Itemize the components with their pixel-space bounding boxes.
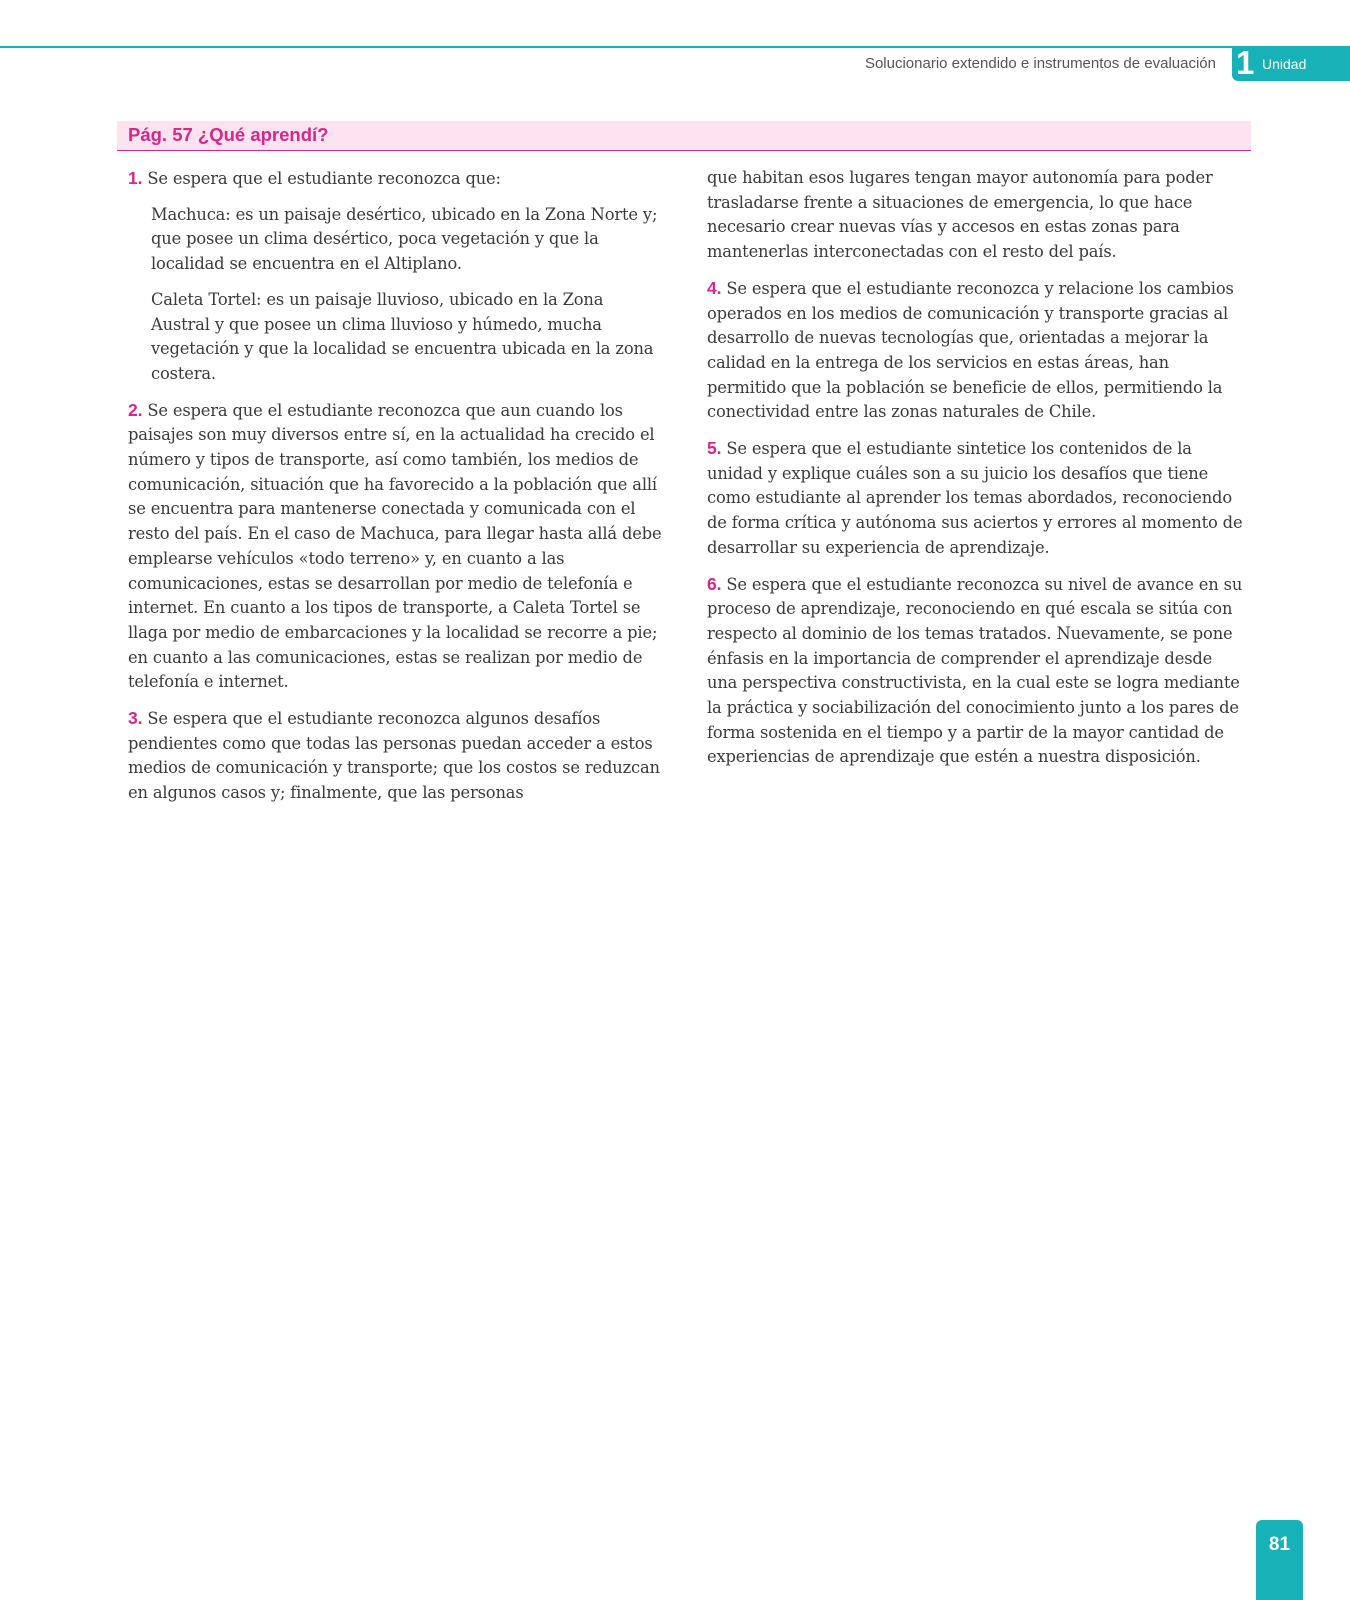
answer-text: Se espera que el estudiante reconozca algunos desafíos pendientes como que todas las personas puedan acceder a estos medios de comunicación y transporte; que los costos se reduzcan en algunos casos y; finalmente, que las personas [128, 709, 660, 803]
left-column [128, 166, 668, 817]
answer-text: Se espera que el estudiante reconozca y relacione los cambios operados en los medios de comunicación y transporte gracias al desarrollo de nuevas tecnologías que, orientadas a mejorar la calidad en la entrega de los servicios en estas áreas, han permitido que la población se beneficie de ellos, permitiendo la conectividad entre las zonas naturales de Chile. [707, 278, 1234, 422]
answer-number: 6. [707, 573, 722, 594]
answer-number: 5. [707, 438, 722, 459]
right-column [707, 166, 1247, 781]
unit-label: Unidad [1262, 56, 1307, 72]
section-header [117, 121, 1251, 151]
header-rule [0, 46, 1350, 48]
answer-number: 3. [128, 708, 143, 729]
answer-4 [707, 276, 1247, 425]
answer-3 [128, 706, 668, 806]
answer-text: Se espera que el estudiante reconozca que: [147, 169, 501, 188]
answer-number: 2. [128, 399, 143, 420]
answer-number: 1. [128, 168, 143, 188]
answer-text: Se espera que el estudiante reconozca su nivel de avance en su proceso de aprendizaje, reconociendo en qué escala se sitúa con respecto al dominio de los temas tratados. Nuevamente, se pone énfasis en la importancia de comprender el aprendizaje desde una perspectiva constructivista, en la cual este se logra mediante la práctica y sociabilización del conocimiento junto a los pares de forma sostenida en el tiempo y a partir de la mayor cantidad de experiencias de aprendizaje que estén a nuestra disposición. [707, 574, 1243, 767]
section-title: Pág. 57 ¿Qué aprendí? [128, 124, 329, 145]
answer-1-caleta-tortel: Caleta Tortel: es un paisaje lluvioso, ubicado en la Zona Austral y que posee un clima lluvioso y húmedo, mucha vegetación y que la localidad se encuentra ubicada en la zona costera. [151, 289, 654, 383]
answer-text: Se espera que el estudiante reconozca que aun cuando los paisajes son muy diversos entre sí, en la actualidad ha crecido el número y tipos de transporte, así como también, los medios de comunicación, situación que ha favorecido a la población que allí se encuentra para mantenerse conectada y comunicada con el resto del país. En el caso de Machuca, para llegar hasta allá debe emplearse vehículos «todo terreno» y, en cuanto a las comunicaciones, estas se desarrollan por medio de telefonía e internet. En cuanto a los tipos de transporte, a Caleta Tortel se llaga por medio de embarcaciones y la localidad se recorre a pie; en cuanto a las comunicaciones, estas se realizan por medio de telefonía e internet. [128, 400, 662, 692]
answer-2 [128, 398, 668, 695]
answer-text: Se espera que el estudiante sintetice los contenidos de la unidad y explique cuáles son a su juicio los desafíos que tiene como estudiante al aprender los temas abordados, reconociendo de forma crítica y autónoma sus aciertos y errores al momento de desarrollar su experiencia de aprendizaje. [707, 439, 1243, 557]
answer-number: 4. [707, 277, 722, 298]
answer-3-continuation: que habitan esos lugares tengan mayor autonomía para poder trasladarse frente a situaciones de emergencia, lo que hace necesario crear nuevas vías y accesos en estas zonas para mantenerlas interconectadas con el resto del país. [707, 168, 1213, 262]
answer-1-machuca: Machuca: es un paisaje desértico, ubicado en la Zona Norte y; que posee un clima desértico, poca vegetación y que la localidad se encuentra en el Altiplano. [151, 204, 658, 274]
answer-1 [128, 166, 668, 192]
unit-tab [1232, 44, 1350, 81]
page-number: 81 [1268, 1534, 1291, 1555]
answer-6 [707, 572, 1247, 771]
unit-number: 1 [1236, 44, 1255, 81]
running-title: Solucionario extendido e instrumentos de evaluación [864, 55, 1216, 72]
page-number-tab [1256, 1520, 1303, 1600]
answer-5 [707, 436, 1247, 561]
